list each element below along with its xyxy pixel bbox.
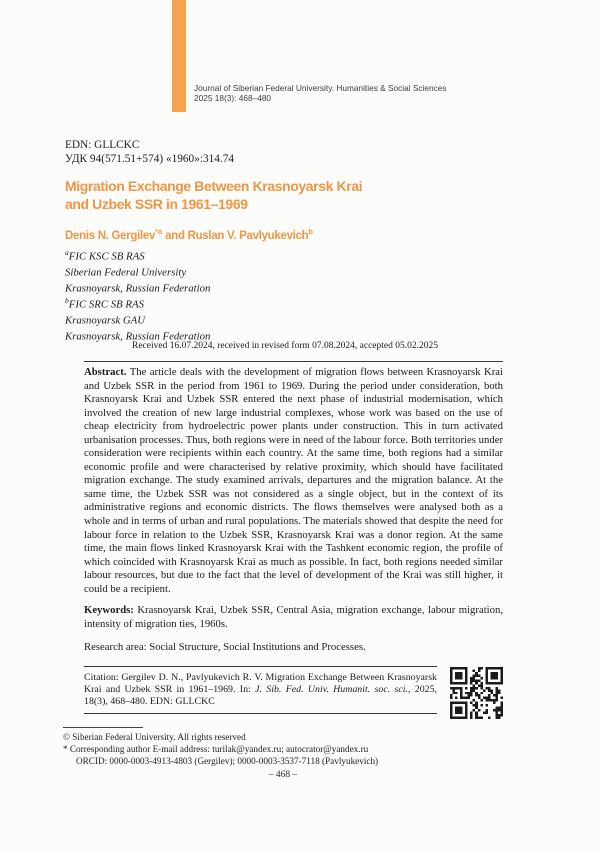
journal-name: Journal of Siberian Federal University. Humanities & Social Sciences	[194, 83, 447, 93]
abstract-top-rule	[84, 361, 503, 362]
citation-row	[84, 666, 503, 719]
citation-post: , 2025, 18(3), 468–480. EDN: GLLCKC	[84, 683, 437, 707]
received-dates-line: Received 16.07.2024, received in revised form 07.08.2024, accepted 05.02.2025	[131, 341, 439, 351]
qr-code	[450, 667, 503, 719]
keywords-text: Krasnoyarsk Krai, Uzbek SSR, Central Asia, migration exchange, labour migration, intensity of migration ties, 1960s.	[84, 604, 503, 630]
edn-code: EDN: GLLCKC	[65, 139, 140, 151]
abstract-text: The article deals with the development of migration flows between Krasnoyarsk Krai and Uzbek SSR in the period from 1961 to 1969. During the period under consideration, both Krasnoyarsk Krai and Uzbek SSR entered the next phase of industrial modernisation, which involved the creation of new large industrial complexes, whose work was based on the use of cheap electricity from hydroelectric power plants under construction. This in turn activated urbanisation processes. Thus, both regions were in need of the labour force. Both territories under consideration were recipients within each country. At the same time, both regions had a similar economic profile and were characterised by relative proximity, which should have facilitated migration exchange. The study examined arrivals, departures and the migration balance. At the same time, the Uzbek SSR was not considered as a single object, but in the context of its administrative regions and economic districts. The flows themselves were analysed both as a whole and in terms of urban and rural populations. The materials showed that despite the need for labour force in relation to the Uzbek SSR, Krasnoyarsk Krai was a donor region. At the same time, the main flows linked Krasnoyarsk Krai with the Tashkent economic region, the profile of which coincided with Krasnoyarsk Krai as much as possible. In fact, both regions needed similar labour resources, but due to the fact that the level of development of the Krai was still higher, it could be a recipient.	[84, 366, 503, 595]
affiliation-line: Krasnoyarsk GAU	[65, 314, 146, 327]
abstract-paragraph	[84, 366, 503, 596]
citation-label: Citation:	[84, 671, 119, 683]
affiliation-line: Krasnoyarsk, Russian Federation	[65, 330, 211, 343]
author-2-superscript: b	[308, 227, 313, 236]
orcid-line: ORCID: 0000-0003-4913-4803 (Gergilev); 0000-0003-3537-7118 (Pavlyukevich)	[76, 755, 379, 766]
title-line-1: Migration Exchange Between Krasnoyarsk Krai	[65, 178, 363, 194]
keywords-paragraph	[84, 604, 503, 631]
udk-code: УДК 94(571.51+574) «1960»:314.74	[65, 152, 235, 165]
journal-accent-bar	[172, 0, 186, 112]
affiliation-line: $^b$FIC SRC SB RAS	[65, 296, 145, 311]
affiliation-line: Siberian Federal University	[65, 266, 187, 279]
page-number: – 468 –	[268, 770, 298, 780]
affiliation-line: Krasnoyarsk, Russian Federation	[65, 282, 211, 295]
author-2: Ruslan V. Pavlyukevich	[187, 229, 309, 242]
abstract-column	[84, 361, 503, 719]
affiliation-line: $^a$FIC KSC SB RAS	[65, 248, 145, 263]
keywords-label: Keywords:	[84, 604, 134, 617]
page-title	[65, 177, 362, 213]
authors-line	[65, 227, 313, 242]
title-line-2: and Uzbek SSR in 1961–1969	[65, 196, 248, 212]
citation-box	[84, 666, 437, 714]
author-1-superscript: *a	[155, 227, 163, 236]
corresponding-author-line: * Corresponding author E-mail address: turilak@yandex.ru; autocrator@yandex.ru	[63, 743, 369, 754]
article-codes	[65, 139, 234, 167]
research-area-line: Research area: Social Structure, Social Institutions and Processes.	[84, 641, 366, 654]
abstract-label: Abstract.	[84, 366, 127, 378]
journal-header	[194, 84, 447, 104]
author-1: Denis N. Gergilev	[65, 229, 156, 242]
citation-journal-abbrev: J. Sib. Fed. Univ. Humanit. soc. sci.	[255, 683, 408, 695]
footnote-rule	[63, 727, 143, 728]
qr-code-svg	[450, 667, 503, 719]
affiliations-block	[65, 247, 210, 343]
footnotes-block	[63, 727, 523, 767]
copyright-line: © Siberian Federal University. All rights reserved	[63, 732, 246, 742]
authors-connector: and	[162, 229, 188, 242]
journal-issue: 2025 18(3): 468–480	[194, 92, 272, 103]
citation-pre: Gergilev D. N., Pavlyukevich R. V. Migration Exchange Between Krasnoyarsk Krai and Uzbek SSR in 1961–1969. In:	[84, 671, 437, 695]
